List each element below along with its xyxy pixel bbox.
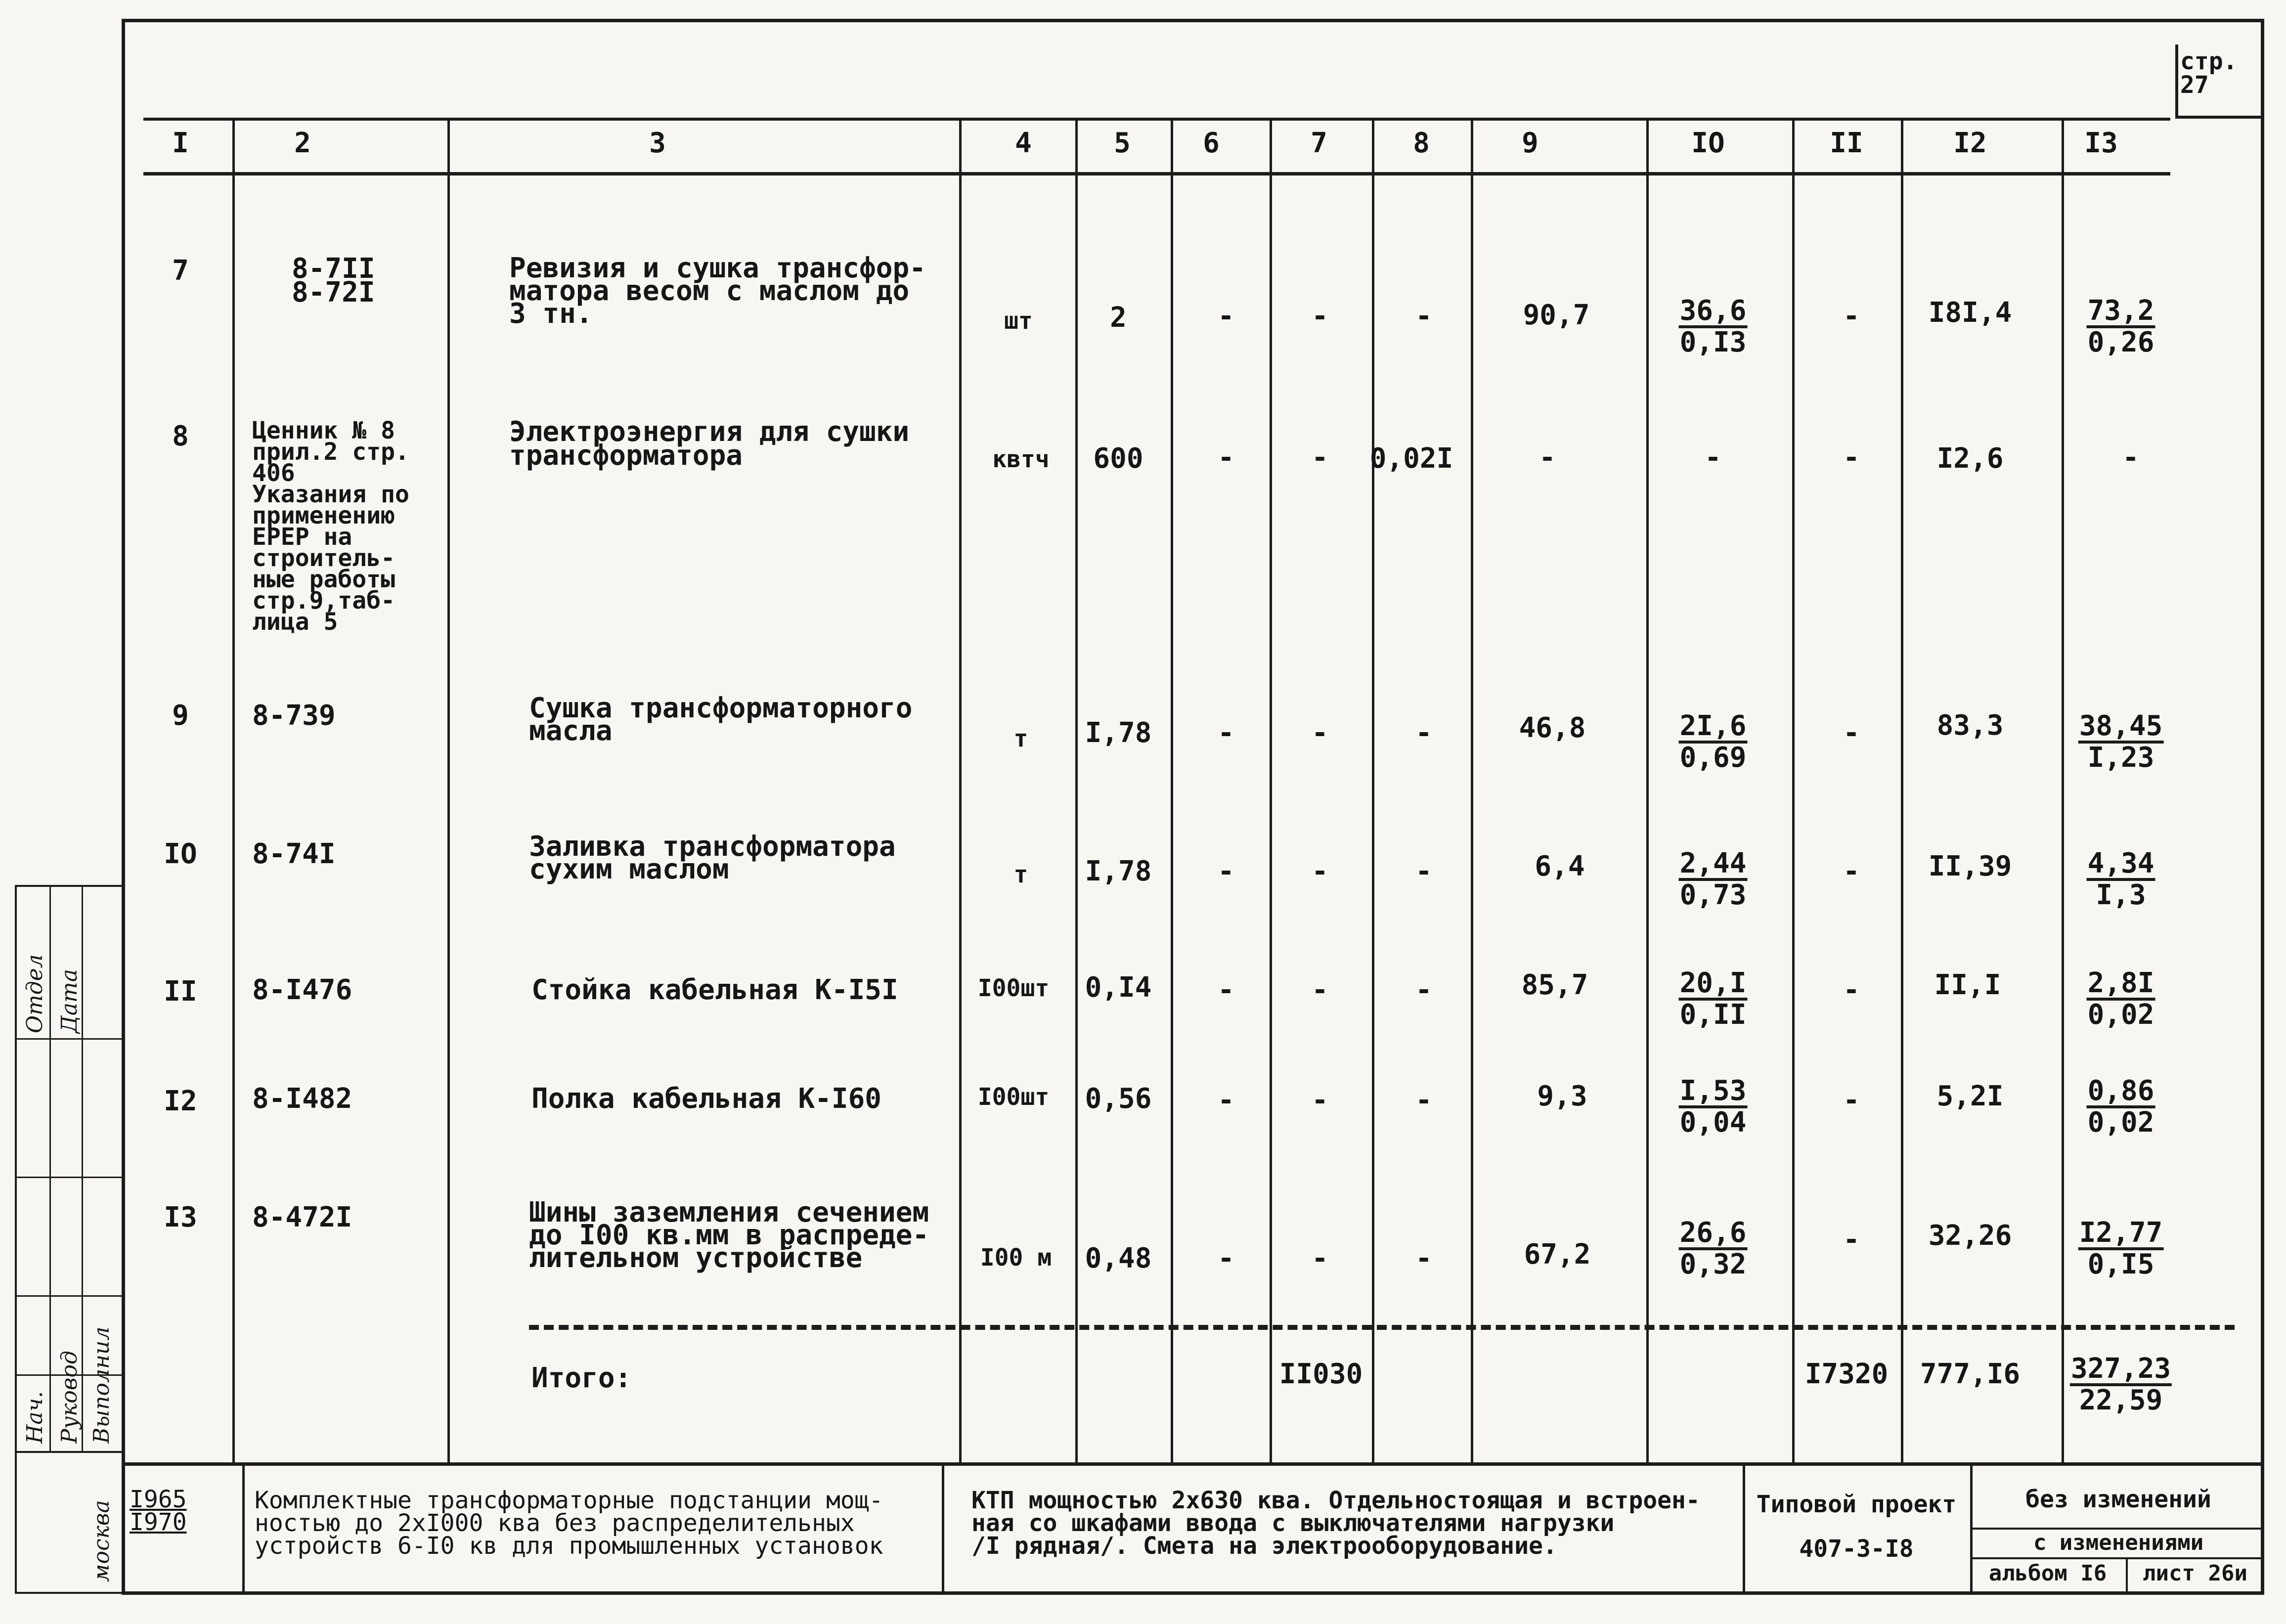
- stamp-sheet: лист 26и: [2143, 1561, 2247, 1586]
- side-city: москва: [89, 1500, 114, 1582]
- col-header-13: I3: [2084, 127, 2118, 159]
- stamp-project-label: Типовой проект: [1756, 1491, 1957, 1518]
- col-header-5: 5: [1114, 127, 1131, 159]
- col-header-10: IO: [1691, 127, 1725, 159]
- stamp-title-left: Комплектные трансформаторные подстанции мощ- ностью до 2хI000 ква без распределительных устройств 6-I0 кв для промышленных установок: [255, 1487, 883, 1560]
- stamp-project-no: 407-3-I8: [1799, 1535, 1914, 1563]
- stamp-no-changes: без изменений: [2025, 1486, 2211, 1513]
- col-line: [1171, 118, 1173, 1462]
- side-performer: Выполнил: [89, 1326, 114, 1444]
- stamp-title-mid: КТП мощностью 2х630 ква. Отдельностоящая и встроен- ная со шкафами ввода с выключателями нагрузки /I рядная/. Смета на электрооборудование.: [971, 1487, 1700, 1560]
- col-line: [1646, 118, 1649, 1462]
- col-header-3: 3: [649, 127, 666, 159]
- stamp-top-line: [122, 1462, 2264, 1466]
- col-line: [1075, 118, 1078, 1462]
- col-line: [447, 118, 450, 1462]
- col-line: [1471, 118, 1473, 1462]
- col-line: [959, 118, 962, 1462]
- col-line: [1270, 118, 1272, 1462]
- col-line: [2062, 118, 2064, 1462]
- col-header-12: I2: [1953, 127, 1987, 159]
- stamp-years: I965 I970: [130, 1486, 187, 1536]
- side-date: Дата: [57, 969, 82, 1033]
- col-line: [1372, 118, 1374, 1462]
- col-line: [1901, 118, 1903, 1462]
- col-header-11: II: [1830, 127, 1863, 159]
- stamp-with-changes: с изменениями: [2033, 1530, 2204, 1555]
- stamp-album: альбом I6: [1988, 1561, 2107, 1586]
- total-divider: [529, 1325, 2235, 1330]
- side-nach: Нач.: [22, 1391, 47, 1444]
- side-head: Руковод: [57, 1351, 82, 1444]
- col-header-8: 8: [1413, 127, 1430, 159]
- side-otdel: Отдел: [22, 954, 47, 1033]
- col-header-7: 7: [1311, 127, 1327, 159]
- col-header-9: 9: [1522, 127, 1539, 159]
- col-header-4: 4: [1015, 127, 1032, 159]
- col-header-6: 6: [1203, 127, 1220, 159]
- col-header-2: 2: [294, 127, 311, 159]
- page-number: стр. 27: [2180, 47, 2238, 99]
- col-line: [1792, 118, 1795, 1462]
- col-header-1: I: [172, 127, 189, 159]
- col-line: [232, 118, 235, 1462]
